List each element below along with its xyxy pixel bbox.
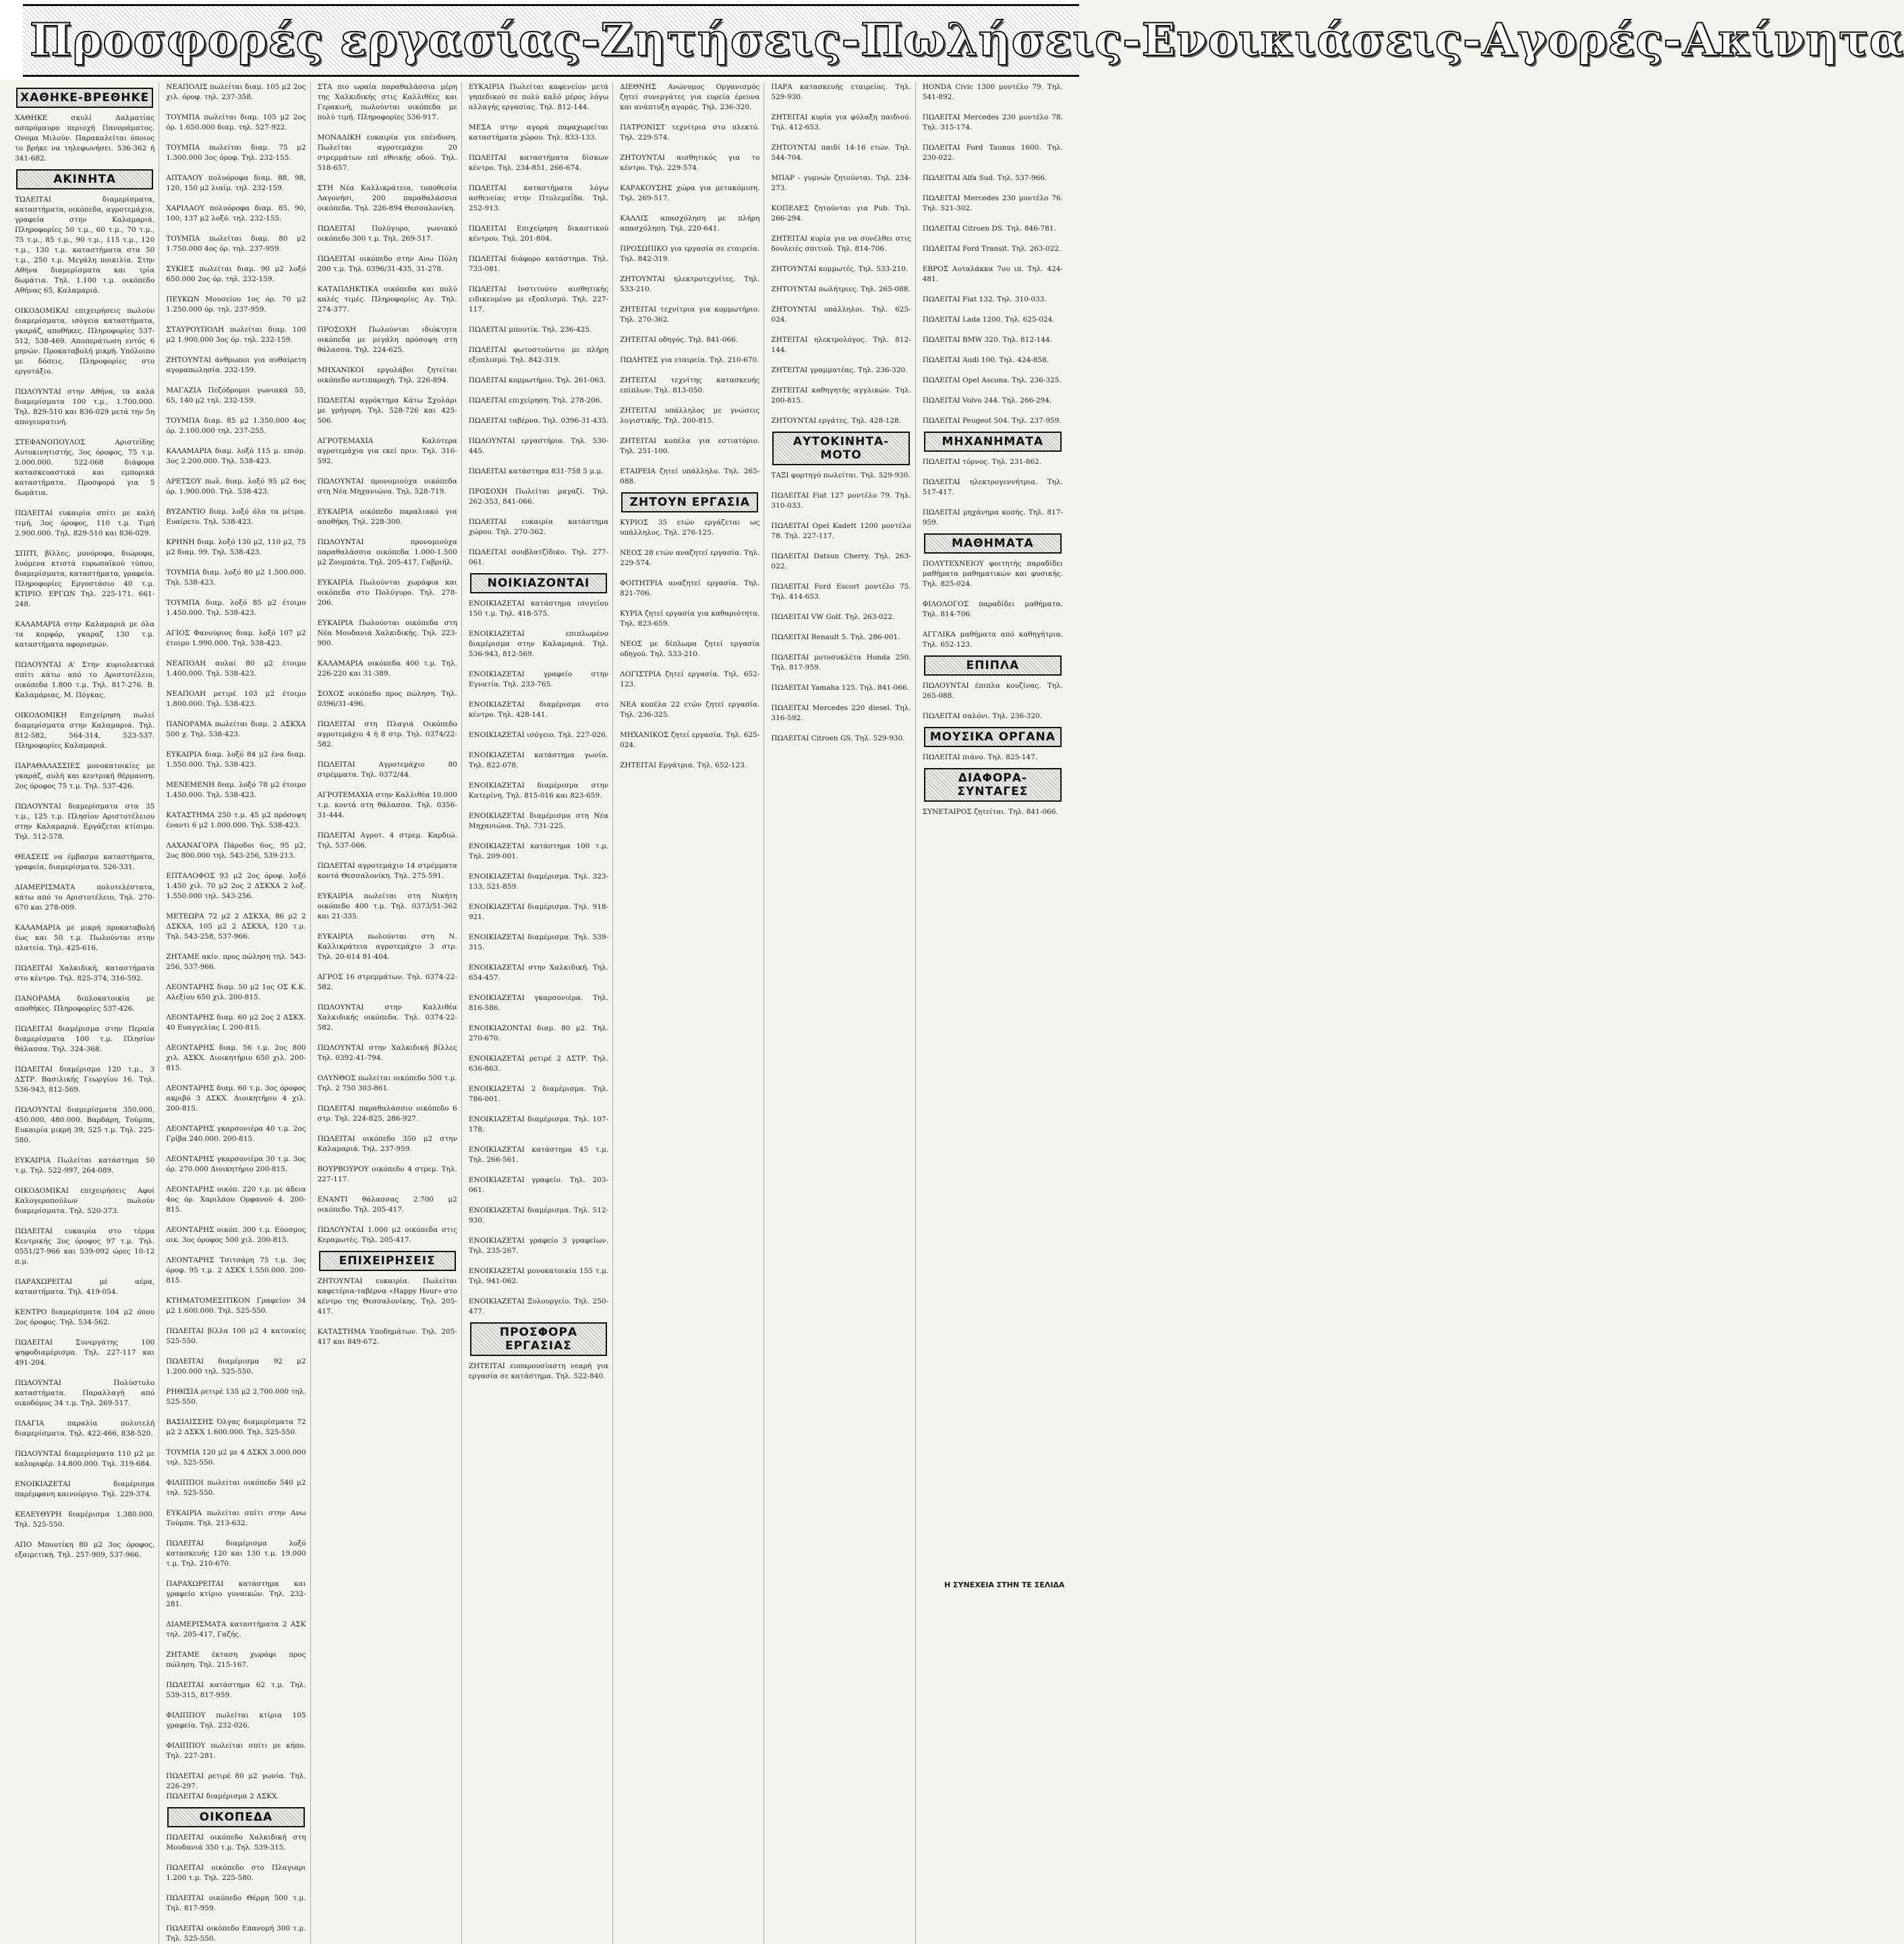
section-heading-real-estate: ΑΚΙΝΗΤΑ [16,169,153,189]
column-6 [771,82,915,1944]
ad-block: ΠΩΛΕΙΤΑΙ διαμέρισμα 2 ΔΣΚΧ. [166,1792,279,1800]
column-2 [166,82,310,1944]
ad-block: ΧΑΘΗΚΕ σκυλί Δαλματίας ασπρόμαυρο περιοχή Πανοράματος. Ονομα Μιλούν. Παρακαλείται όποιος το βρήκε να τηλεφωνήσει. 536-362 ή 341-682. [15,114,157,163]
section-heading-rentals: ΝΟΙΚΙΑΖΟΝΤΑΙ [470,573,607,593]
section-heading-cars-moto: ΑΥΤΟΚΙΝΗΤΑ-ΜΟΤΟ [772,432,909,465]
ad-block: ΕΝΟΙΚΙΑΖΕΤΑΙ κατάστημα ισογείου 150 τ.μ. Τηλ. 418-575. ΕΝΟΙΚΙΑΖΕΤΑΙ επιπλωμένο διαμέρισμα στην Καλαμαριά. Τηλ. 536-943, 812-569. ΕΝΟΙΚΙΑΖΕΤΑΙ γραφείο στην Εγνατία. Τηλ. 233-765. ΕΝΟΙΚΙΑΖΕΤΑΙ διαμέρισμα στο κέντρο. Τηλ. 428-141. ΕΝΟΙΚΙΑΖΕΤΑΙ ισόγειο. Τηλ. 227-026. ΕΝΟΙΚΙΑΖΕΤΑΙ κατάστημα γωνία. Τηλ. 822-078. ΕΝΟΙΚΙΑΖΕΤΑΙ διαμέρισμα στην Κατερίνη. Τηλ. 815-016 και 823-659. ΕΝΟΙΚΙΑΖΕΤΑΙ διαμέρισμα στη Νέα Μηχανιώνα. Τηλ. 731-225. ΕΝΟΙΚΙΑΖΕΤΑΙ κατάστημα 100 τ.μ. Τηλ. 209-001. ΕΝΟΙΚΙΑΖΕΤΑΙ διαμέρισμα. Τηλ. 323-133, 521-859. ΕΝΟΙΚΙΑΖΕΤΑΙ διαμέρισμα. Τηλ. 918-921. ΕΝΟΙΚΙΑΖΕΤΑΙ διαμέρισμα. Τηλ. 539-315. ΕΝΟΙΚΙΑΖΕΤΑΙ στην Χαλκιδική. Τηλ. 654-457. ΕΝΟΙΚΙΑΖΕΤΑΙ γκαρσονιέρα. Τηλ. 816-586. ΕΝΟΙΚΙΑΖΟΝΤΑΙ διαμ. 80 μ2. Τηλ. 270-670. ΕΝΟΙΚΙΑΖΕΤΑΙ ρετιρέ 2 ΔΣΤΡ. Τηλ. 636-863. ΕΝΟΙΚΙΑΖΕΤΑΙ 2 διαμέρισμα. Τηλ. 786-001. ΕΝΟΙΚΙΑΖΕΤΑΙ διαμέρισμα. Τηλ. 107-178. ΕΝΟΙΚΙΑΖΕΤΑΙ κατάστημα 45 τ.μ. Τηλ. 266-561. ΕΝΟΙΚΙΑΖΕΤΑΙ γραφείο. Τηλ. 203-061. ΕΝΟΙΚΙΑΖΕΤΑΙ διαμέρισμα. Τηλ. 512-930. ΕΝΟΙΚΙΑΖΕΤΑΙ γραφείο 3 γραφείων. Τηλ. 235-267. ΕΝΟΙΚΙΑΖΕΤΑΙ μονοκατοικία 155 τ.μ. Τηλ. 941-062. ΕΝΟΙΚΙΑΖΕΤΑΙ Ξυλουργείο. Τηλ. 250-477. [468,599,609,1316]
page-title: Προσφορές εργασίας-Ζητήσεις-Πωλήσεις-Ενοικιάσεις-Αγορές-Ακίνητα [23,4,1079,77]
section-heading-machinery: ΜΗΧΑΝΗΜΑΤΑ [924,432,1062,452]
ad-block: ΖΗΤΟΥΝΤΑΙ ευκαιρία. Πωλείται καφετέρια-ταβέρνα «Happy Hour» στο κέντρο της Θεσσαλονίκης. Τηλ. 205-417. ΚΑΤΑΣΤΗΜΑ Υποδημάτων. Τηλ. 205-417 και 849-672. [317,1277,457,1346]
ad-block: ΕΥΚΑΙΡΙΑ Πωλείται καφενείον μετά γηπεδικού σε πολύ καλό μέρος λόγω αλλαγής εργασίας. Τηλ. 812-144. ΜΕΣΑ στην αγορά παραχωρείται καταστήματα χώρου. Τηλ. 833-133. ΠΩΛΕΙΤΑΙ καταστήματα δίσκων κέντρο. Τηλ. 234-851, 266-674. ΠΩΛΕΙΤΑΙ καταστήματα λόγω ασθενείας στην Πτολεμαΐδα. Τηλ. 252-913. ΠΩΛΕΙΤΑΙ Επιχείρηση δικαστικού κέντρου. Τηλ. 201-804. ΠΩΛΕΙΤΑΙ διάφορο κατάστημα. Τηλ. 733-081. ΠΩΛΕΙΤΑΙ Ινστιτούτο αισθητικής ειδικευμένο με εξοπλισμό. Τηλ. 227-117. ΠΩΛΕΙΤΑΙ μπουτίκ. Τηλ. 236-425. ΠΩΛΕΙΤΑΙ φωτοστούντιο με πλήρη εξοπλισμό. Τηλ. 842-319. ΠΩΛΕΙΤΑΙ κομμωτήριο. Τηλ. 261-063. ΠΩΛΕΙΤΑΙ επιχείρηση. Τηλ. 278-206. ΠΩΛΕΙΤΑΙ ταβέρνα. Τηλ. 0396-31-435. ΠΩΛΟΥΝΤΑΙ εργαστήρια. Τηλ. 530-445. ΠΩΛΕΙΤΑΙ κατάστημα 831-758 5 μ.μ. ΠΡΟΣΟΧΗ Πωλείται μαγαζί. Τηλ. 262-353, 841-066. ΠΩΛΕΙΤΑΙ ευκαιρία κατάστημα χώρου. Τηλ. 270-362. ΠΩΛΕΙΤΑΙ σουβλατζίδικο. Τηλ. 277-061. [468,83,609,566]
ad-block: ΠΟΛΥΤΕΧΝΕΙΟΥ φοιτητής παραδίδει μαθήματα μαθηματικών και φυσικής. Τηλ. 825-024. ΦΙΛΟΛΟΓΟΣ παραδίδει μαθήματα. Τηλ. 814-706. ΑΓΓΛΙΚΑ μαθήματα από καθηγήτρια. Τηλ. 652-123. [922,560,1063,649]
section-heading-lessons: ΜΑΘΗΜΑΤΑ [924,533,1062,554]
column-5 [620,82,764,1944]
column-1 [15,82,159,1944]
section-heading-misc: ΔΙΑΦΟΡΑ-ΣΥΝΤΑΓΕΣ [924,768,1062,802]
section-heading-plots: ΟΙΚΟΠΕΔΑ [167,1807,304,1827]
ad-block: ΤΑΞΙ φορτηγό πωλείται. Τηλ. 529-930. ΠΩΛΕΙΤΑΙ Fiat 127 μοντέλο 79. Τηλ. 310-033. ΠΩΛΕΙΤΑΙ Opel Kadett 1200 μοντέλο 78. Τηλ. 227-117. ΠΩΛΕΙΤΑΙ Datsun Cherry. Τηλ. 263-022. ΠΩΛΕΙΤΑΙ Ford Escort μοντέλο 75. Τηλ. 414-653. ΠΩΛΕΙΤΑΙ VW Golf. Τηλ. 263-022. ΠΩΛΕΙΤΑΙ Renault 5. Τηλ. 286-001. ΠΩΛΕΙΤΑΙ μοτοσυκλέτα Honda 250. Τηλ. 817-959. ΠΩΛΕΙΤΑΙ Yamaha 125. Τηλ. 841-066. ΠΩΛΕΙΤΑΙ Mercedes 220 diesel. Τηλ. 316-592. ΠΩΛΕΙΤΑΙ Citroen GS. Τηλ. 529-930. [771,471,911,742]
section-heading-seeking-work: ΖΗΤΟΥΝ ΕΡΓΑΣΙΑ [621,492,758,512]
column-3 [318,82,462,1944]
column-4 [469,82,613,1944]
column-7 [923,82,1067,1944]
ad-block: ΚΥΡΙΟΣ 35 ετών εργάζεται ως υπάλληλος. Τηλ. 276-125. ΝΕΟΣ 28 ετών αναζητεί εργασία. Τηλ. 229-574. ΦΟΙΤΗΤΡΙΑ αναζητεί εργασία. Τηλ. 821-706. ΚΥΡΙΑ ζητεί εργασία για καθαριότητα. Τηλ. 823-659. ΝΕΟΣ με δίπλωμα ζητεί εργασία οδηγού. Τηλ. 533-210. ΛΟΓΙΣΤΡΙΑ ζητεί εργασία. Τηλ. 652-123. ΝΕΑ κοπέλα 22 ετών ζητεί εργασία. Τηλ. 236-325. ΜΗΧΑΝΙΚΟΣ ζητεί εργασία. Τηλ. 625-024. ΖΗΤΕΙΤΑΙ Εργάτρια. Τηλ. 652-123. [620,519,760,769]
ad-block: ΠΑΡΑ κατασκευής εταιρείας. Τηλ. 529-930. ΖΗΤΕΙΤΑΙ κυρία για φύλαξη παιδιού. Τηλ. 412-653. ΖΗΤΟΥΝΤΑΙ παιδί 14-16 ετών. Τηλ. 544-704. ΜΠΑΡ - γυμνών ζητούνται. Τηλ. 234-273. ΚΟΠΕΛΕΣ ζητούνται για Pub. Τηλ. 266-294. ΖΗΤΕΙΤΑΙ κυρία για να συνέλθει στις δουλειές σπιτιού. Τηλ. 814-706. ΖΗΤΟΥΝΤΑΙ κομμωτές. Τηλ. 533-210. ΖΗΤΟΥΝΤΑΙ πωλήτριες. Τηλ. 265-088. ΖΗΤΟΥΝΤΑΙ υπάλληλοι. Τηλ. 625-024. ΖΗΤΕΙΤΑΙ ηλεκτρολόγος. Τηλ. 812-144. ΖΗΤΕΙΤΑΙ γραμματέας. Τηλ. 236-320. ΖΗΤΕΙΤΑΙ καθηγητής αγγλικών. Τηλ. 200-815. ΖΗΤΟΥΝΤΑΙ εργάτες. Τηλ. 428-128. [771,83,911,425]
ad-block: ΠΩΛΕΙΤΑΙ τόρνος. Τηλ. 231-862. ΠΩΛΕΙΤΑΙ ηλεκτρογεννήτρια. Τηλ. 517-417. ΠΩΛΕΙΤΑΙ μηχάνημα κοπής. Τηλ. 817-959. [922,458,1063,527]
classifieds-page [15,82,1067,1943]
section-heading-lost-found: ΧΑΘΗΚΕ-ΒΡΕΘΗΚΕ [16,88,153,108]
section-heading-businesses: ΕΠΙΧΕΙΡΗΣΕΙΣ [319,1251,456,1271]
classifieds-banner [0,0,1904,80]
section-heading-furniture: ΕΠΙΠΛΑ [924,655,1062,676]
ad-block: ΤΩΛΕΙΤΑΙ διαμερίσματα, καταστήματα, οικόπεδα, αγροτεμάχια, γραφεία στην Καλαμαριά. Πληροφορίες 50 τ.μ., 60 τ.μ., 70 τ.μ., 75 τ.μ., 85 τ.μ., 90 τ.μ., 115 τ.μ., 120 τ.μ., 130 τ.μ. καταστήματα στα 50 τ.μ., 250 τ.μ. Μεγάλη ποικιλία. Στην Αθήνα διαμερίσματα και τρία δωμάτια. Τηλ. 1.100 τ.μ. οικόπεδο Αθήνας 65, Καλαμαριά. ΟΙΚΟΔΟΜΙΚΑΙ επιχειρήσεις πωλούν διαμερίσματα, ισόγεια καταστήματα, γκαράζ, αποθήκες. Πληροφορίες 537-512, 538-469. Αποπεράτωση εντός 6 μηνών. Προκαταβολή μικρή. Υπόλοιπο με δόσεις. Πληροφορίες στο εργοτάξιο. ΠΩΛΟΥΝΤΑΙ στην Αθήνα, τα καλά διαμερίσματα 100 τ.μ., 1.700.000. Τηλ. 829-510 και 836-029 μετά την 5η απογευματινή. ΣΤΕΦΑΝΟΠΟΥΛΟΣ Αριστείδης Αυτοκινητιστής, 3ος όροφος, 75 τ.μ. 2.000.000. 522-068 διάφορα κατασκευαστικά και εμπορικά καταστήματα. Προσφορά για 5 δωμάτια. ΠΩΛΕΙΤΑΙ ευκαιρία σπίτι με καλή τιμή, 3ος όροφος, 110 τ.μ. Τιμή 2.900.000. Τηλ. 829-510 και 836-029. ΣΠΙΤΙ, βίλλες, μονόροφα, διώροφα, λυόμενα κτιστά ευρωπαϊκού τύπου, διαμερίσματα, καταστήματα, γραφεία. Πληροφορίες Εργοστάσιο 40 τ.μ. ΚΤΙΡΙΟ. ΕΡΓΩΝ Τηλ. 225-171. 661-248. ΚΑΛΑΜΑΡΙΑ στην Καλαμαριά με όλα τα κομφόρ, γκαραζ 130 τ.μ. καταστήματα αφορισμών. ΠΩΛΟΥΝΤΑΙ Α' Στην κυριολεκτικά σπίτι κάτω από το Αριστοτέλειο, οικόπεδα 1.800 τ.μ. Τηλ. 817-276. Β. Καλαμάριας, Μ. Πόγκας. ΟΙΚΟΔΟΜΙΚΗ Επιχείρηση πωλεί διαμερίσματα στην Καλαμαριά. Τηλ. 812-582, 564-314, 523-537. Πληροφορίες Καλαμαριά. ΠΑΡΑΘΑΛΑΣΣΙΕΣ μονοκατοικίες με γκαράζ, αυλή και κεντρική θέρμανση. 2ος όροφος 75 τ.μ. Τηλ. 537-426. ΠΩΛΟΥΝΤΑΙ διαμερίσματα στα 35 τ.μ., 125 τ.μ. Πλησίον Αριστοτέλειου στην Καλαμαριά. Εργάζεται κτίσιμο. Τηλ. 512-578. ΘΕΑΣΕΙΣ να έμβασμα καταστήματα, γραφεία, διαμερίσματα. 526-331. ΔΙΑΜΕΡΙΣΜΑΤΑ πολυτελέστατα, κάτω από το Αριστοτέλειο, Τηλ. 270-670 και 278-009. ΚΑΛΑΜΑΡΙΑ με μικρή προκαταβολή έως και 50 τ.μ. Πωλούνται στην πλατεία. Τηλ. 425-616. ΠΩΛΕΙΤΑΙ Χαλκιδική, καταστήματα στο κέντρο. Τηλ. 825-374, 316-592. ΠΑΝΟΡΑΜΑ διπλοκατοικία με αποθήκες. Πληροφορίες 537-426. ΠΩΛΕΙΤΑΙ διαμέρισμα στην Περαία διαμερίσματα 100 τ.μ. Πλησίον θάλασσα. Τηλ. 324-368. ΠΩΛΕΙΤΑΙ διαμέρισμα 120 τ.μ., 3 ΔΣΤΡ. Βασιλικής Γεωργίου 16. Τηλ. 536-943, 812-569. ΠΩΛΟΥΝΤΑΙ διαμερίσματα 350.000, 450.000, 480.000. Βαρδάρη, Τούμπα, Ευκαιρία μικρή 39, 525 τ.μ. Τηλ. 225-580. ΕΥΚΑΙΡΙΑ Πωλείται κατάστημα 50 τ.μ. Τηλ. 522-997, 264-089. ΟΙΚΟΔΟΜΙΚΑΙ επιχειρήσεις Αφοί Καλογεροπούλων πωλούν διαμερίσματα. Τηλ. 520-373. ΠΩΛΕΙΤΑΙ ευκαιρία στο τέρμα Κεντρικής 2ος όροφος 97 τ.μ. Τηλ. 0551/27-966 και 539-092 ώρες 10-12 π.μ. ΠΑΡΑΧΩΡΕΙΤΑΙ μέ αέρα, καταστήματα. Τηλ. 419-054. ΚΕΝΤΡΟ διαμερίσματα 104 μ2 όπου 2ος όροφος. Τηλ. 534-562. ΠΩΛΕΙΤΑΙ Συνεργάτης 100 ψηφοδιαμέρισμα. Τηλ. 227-117 και 491-204. ΠΩΛΟΥΝΤΑΙ Πολύστυλο καταστήματα. Παραλλαγή από οικοδόμος 34 τ.μ. Τηλ. 269-517. ΠΛΑΓΙΑ παραλία πολυτελή διαμερίσματα. Τηλ. 422-466, 838-520. ΠΩΛΟΥΝΤΑΙ διαμερίσματα 110 μ2 με καλοριφέρ. 14.800.000. Τηλ. 319-684. ΕΝΟΙΚΙΑΖΕΤΑΙ διαμέρισμα παρέμφανη καινούργιο. Τηλ. 229-374. ΚΕΛΕΥΘΥΡΗ διαμέρισμα 1.380.000. Τηλ. 525-550. ΑΠΟ Μπουτίκη 80 μ2 3ος όροφος, εξαιρετική. Τηλ. 257-909, 537-966. [15,196,155,1559]
section-heading-musical-instruments: ΜΟΥΣΙΚΑ ΟΡΓΑΝΑ [924,727,1062,747]
ad-block: ΠΩΛΕΙΤΑΙ οικόπεδο Χαλκιδική στη Μουδανιά 350 τ.μ. Τηλ. 539-315. ΠΩΛΕΙΤΑΙ οικόπεδο στο Πλαγιαρι 1.200 τ.μ. Τηλ. 225-580. ΠΩΛΕΙΤΑΙ οικόπεδο Θέρμη 500 τ.μ. Τηλ. 817-959. ΠΩΛΕΙΤΑΙ οικόπεδο Επανομή 300 τ.μ. Τηλ. 525-550. [166,1833,306,1943]
continued-note: Η ΣΥΝΕΧΕΙΑ ΣΤΗΝ ΤΕ ΣΕΛΙΔΑ [944,1581,1065,1589]
ad-block: ΣΤΑ πιο ωραία παραθαλάσσια μέρη της Χαλκιδικής στις Καλλιθέες και Γερακινή, πωλούνται οικόπεδα με πολύ τιμή. Πληροφορίες 536-917. ΜΟΝΑΔΙΚΗ ευκαιρία για επένδυση. Πωλείται αγροτεμάχιο 20 στρεμμάτων επί εθνικής οδού. Τηλ. 518-657. ΣΤΗ Νέα Καλλικράτεια, τοποθεσία Λαγονήσι, 200 παραθαλάσσια οικόπεδα. Τηλ. 226-894 Θεσσαλονίκη. ΠΩΛΕΙΤΑΙ Πολύγυρο, γωνιακό οικόπεδο 300 τ.μ. Τηλ. 269-517. ΠΩΛΕΙΤΑΙ οικόπεδο στην Ανω Πόλη 200 τ.μ. Τηλ. 0396/31-435, 31-278. ΚΑΤΑΠΛΗΚΤΙΚΑ οικόπεδα και πολύ καλές τιμές. Πληροφορίες Αγ. Τηλ. 274-377. ΠΡΟΣΟΧΗ Πωλούνται ιδιόκτητα οικόπεδα με μεγάλη πρόσοψη στη θάλασσα. Τηλ. 224-625. ΜΗΧΑΝΙΚΟΙ εργολάβοι ζητείται οικόπεδο αντιπαροχή. Τηλ. 226-894. ΠΩΛΕΙΤΑΙ αγρόκτημα Κάτω Σχολάρι με γρήγορη. Τηλ. 528-726 και 425-506. ΑΓΡΟΤΕΜΑΧΙΑ Καλύτερα αγροτεμάχια για εκεί πριν. Τηλ. 316-592. ΠΩΛΟΥΝΤΑΙ προνομιούχα οικόπεδα στη Νέα Μηχανιώνα. Τηλ. 528-719. ΕΥΚΑΙΡΙΑ οικόπεδο παραλιακό για αποθήκη. Τηλ. 228-300. ΠΩΛΟΥΝΤΑΙ προνομιούχα παραθαλάσσια οικόπεδα 1.000-1.500 μ2 Ζουμπάτα. Τηλ. 205-417, Γαβριήλ. ΕΥΚΑΙΡΙΑ Πωλούνται χωράφια και οικόπεδα στο Πολύγυρο. Τηλ. 278-206. ΕΥΚΑΙΡΙΑ Πωλούνται οικόπεδα στη Νέα Μουδανιά Χαλκιδικής. Τηλ. 223-900. ΚΑΛΑΜΑΡΙΑ οικόπεδα 400 τ.μ. Τηλ. 226-220 και 31-389. ΣΟΧΟΣ οικόπεδο προς πώληση. Τηλ. 0396/31-496. ΠΩΛΕΙΤΑΙ στη Πλαγιά Οικόπεδο αγροτεμάχιο 4 ή 8 στρ. Τηλ. 0374/22-582. ΠΩΛΕΙΤΑΙ Αγροτεμάχιο 80 στρέμματα. Τηλ. 0372/44. ΑΓΡΟΤΕΜΑΧΙΑ στην Καλλιθέα 10.000 τ.μ. κοντά στη θάλασσα. Τηλ. 0356-31-444. ΠΩΛΕΙΤΑΙ Αγροτ. 4 στρεμ. Καρδιώ. Τηλ. 537-066. ΠΩΛΕΙΤΑΙ αγροτεμάχιο 14 στρέμματα κοντά Θεσσαλονίκη. Τηλ. 275-591. ΕΥΚΑΙΡΙΑ πωλείται στη Νικήτη οικόπεδο 400 τ.μ. Τηλ. 0373/51-362 και 21-335. ΕΥΚΑΙΡΙΑ πωλούνται στη Ν. Καλλικράτεια αγροτεμάχιο 3 στρ. Τηλ. 20-614 81-404. ΑΓΡΟΣ 16 στρεμμάτων. Τηλ. 0374-22-582. ΠΩΛΟΥΝΤΑΙ στην Καλλιθέα Χαλκιδικής οικόπεδα. Τηλ. 0374-22-582. ΠΩΛΟΥΝΤΑΙ στην Χαλκιδική βίλλες Τηλ. 0392-41-794. ΟΛΥΝΘΟΣ πωλείται οικόπεδο 500 τ.μ. Τηλ. 2 750 303-861. ΠΩΛΕΙΤΑΙ παραθαλάσσιο οικόπεδο 6 στρ. Τηλ. 224-825, 286-927. ΠΩΛΕΙΤΑΙ οικόπεδο 350 μ2 στην Καλαμαριά. Τηλ. 237-959. ΒΟΥΡΒΟΥΡΟΥ οικόπεδο 4 στρεμ. Τηλ. 227-117. ΕΝΑΝΤΙ θάλασσας 2.700 μ2 οικόπεδο. Τηλ. 205-417. ΠΩΛΟΥΝΤΑΙ 1.000 μ2 οικόπεδα στις Κεραμωτές. Τηλ. 205-417. [317,83,457,1244]
ad-block: ΖΗΤΕΙΤΑΙ ευπαρουσίαστη νεαρή για εργασία σε κατάστημα. Τηλ. 522-840. [468,1362,611,1380]
ad-block: HONDA Civic 1300 μοντέλο 79. Τηλ. 541-892. ΠΩΛΕΙΤΑΙ Mercedes 230 μοντέλο 78. Τηλ. 315-174. ΠΩΛΕΙΤΑΙ Ford Taunus 1600. Τηλ. 230-022. ΠΩΛΕΙΤΑΙ Alfa Sud. Τηλ. 537-966. ΠΩΛΕΙΤΑΙ Mercedes 230 μοντέλο 76. Τηλ. 521-302. ΠΩΛΕΙΤΑΙ Citroen DS. Τηλ. 846-781. ΠΩΛΕΙΤΑΙ Ford Transit. Τηλ. 263-022. ΕΒΡΟΣ Αυταλάκκα 7ου ιπ. Τηλ. 424-481. ΠΩΛΕΙΤΑΙ Fiat 132. Τηλ. 310-033. ΠΩΛΕΙΤΑΙ Lada 1200. Τηλ. 625-024. ΠΩΛΕΙΤΑΙ BMW 320. Τηλ. 812-144. ΠΩΛΕΙΤΑΙ Audi 100. Τηλ. 424-858. ΠΩΛΕΙΤΑΙ Opel Ascona. Τηλ. 236-325. ΠΩΛΕΙΤΑΙ Volvo 244. Τηλ. 266-294. ΠΩΛΕΙΤΑΙ Peugeot 504. Τηλ. 237-959. [922,83,1063,425]
ad-block: ΠΩΛΕΙΤΑΙ πιάνο. Τηλ. 825-147. [922,753,1038,761]
section-heading-job-offers: ΠΡΟΣΦΟΡΑ ΕΡΓΑΣΙΑΣ [470,1322,607,1356]
ad-block: ΝΕΑΠΟΛΙΣ πωλείται διαμ. 105 μ2 2ος χιλ. όροφ. τηλ. 237-358. ΤΟΥΜΠΑ πωλείται διαμ. 105 μ2 2ος όρ. 1.650.000 διαμ. τηλ. 527-922. ΤΟΥΜΠΑ πωλείται διαμ. 75 μ2 1.300.000 3ος όροφ. Τηλ. 232-155. ΑΠΤΑΛΟΥ πολυόροφα διαμ. 88, 98, 120, 150 μ2 λιαίμ. τηλ. 232-159. ΧΑΡΙΛΑΟΥ πολυόροφα διαμ. 85, 90, 100, 137 μ2 λοξό. τηλ. 232-155. ΤΟΥΜΠΑ πωλείται διαμ. 80 μ2 1.750.000 4ος όρ. τηλ. 237-959. ΣΥΚΙΕΣ πωλείται διαμ. 90 μ2 λοξό 650.000 2ος όρ. τηλ. 232-159. ΠΕΥΚΩΝ Μουσείου 1ος όρ. 70 μ2 1.250.000 όρ. τηλ. 237-959. ΣΤΑΥΡΟΥΠΟΛΗ πωλείται διαμ. 100 μ2 1.900.000 3ος όρ. τηλ. 232-159. ΖΗΤΟΥΝΤΑΙ άνθρωποι για αυθαίρετη αγοραπωλησία. 232-159. ΜΑΓΑΖΙΑ Πεζόδρομοι γωνιακά 55, 65, 140 μ2 τηλ. 232-159. ΤΟΥΜΠΑ διαμ. 85 μ2 1.350.000 4ος όρ. 2.100.000 τηλ. 237-255. ΚΑΛΑΜΑΡΙΑ διαμ. λοξό 115 μ. επιόμ. 3ος 2.200.000. Τηλ. 538-423. ΑΡΕΤΣΟΥ πωλ. διαμ. λοξό 95 μ2 6ος όρ. 1.900.000. Τηλ. 538-423. ΒΥΖΑΝΤΙΟ διαμ. λοξό όλα τα μέτρα. Ευαίρετο. Τηλ. 538-423. ΚΡΗΝΗ διαμ. λοξό 130 μ2, 110 μ2, 75 μ2 διαμ. 99. Τηλ. 538-423. ΤΟΥΜΠΑ διαμ. λοξό 80 μ2 1.500.000. Τηλ. 538-423. ΤΟΥΜΠΑ διαμ. λοξό 85 μ2 έτοιμο 1.450.000. Τηλ. 538-423. ΑΓΙΟΣ Φανούριος διαμ. λοξό 107 μ2 έτοιμο 1.990.000. Τηλ. 538-423. ΝΕΑΠΟΛΗ αυλαί 80 μ2 έτοιμο 1.400.000. Τηλ. 538-423. ΝΕΑΠΟΛΗ ρετιρέ 103 μ2 έτοιμο 1.800.000. Τηλ. 538-423. ΠΑΝΟΡΑΜΑ πωλείται διαμ. 2 ΔΣΚΧΑ 500 χ. Τηλ. 538-423. ΕΥΚΑΙΡΙΑ διαμ. λοξό 84 μ2 ένα διαμ. 1.550.000. Τηλ. 538-423. ΜΕΝΕΜΕΝΗ διαμ. λοξό 78 μ2 έτοιμο 1.450.000. Τηλ. 538-423. ΚΑΤΑΣΤΗΜΑ 250 τ.μ. 45 μ2 πρόσοψη έναντι 6 μ2 1.000.000. Τηλ. 538-423. ΛΑΧΑΝΑΓΟΡΑ Πάροδοι 6ος, 95 μ2, 2ος 800.000 τηλ. 543-256, 539-213. ΕΠΤΑΛΟΦΟΣ 93 μ2 2ος όροφ. λοξό 1.450 χιλ. 70 μ2 2ος 2 ΔΣΚΧΑ 2 λοξ. 1.550.000 τηλ. 543-256. ΜΕΤΕΩΡΑ 72 μ2 2 ΔΣΚΧΑ, 86 μ2 2 ΔΣΚΧΑ, 105 μ2 2 ΔΣΚΧΑ, 120 τ.μ. Τηλ. 543-258, 537-966. ΖΗΤΑΜΕ ακίν. προς πώληση τηλ. 543-256, 537-966. ΛΕΟΝΤΑΡΗΣ διαμ. 50 μ2 1ος ΟΣ Κ.Κ. Αλεξίου 650 χιλ. 200-815. ΛΕΟΝΤΑΡΗΣ διαμ. 60 μ2 2ος 2 ΔΣΚΧ. 40 Ευαγγελίας Ι. 200-815. ΛΕΟΝΤΑΡΗΣ διαμ. 56 τ.μ. 2ος 800 χιλ. ΑΣΚΧ. Διοικητήριο 650 χιλ. 200-815. ΛΕΟΝΤΑΡΗΣ διαμ. 60 τ.μ. 3ος όροφος ακριβό 3 ΔΣΚΧ. Διοικητήριο 4 χιλ. 200-815. ΛΕΟΝΤΑΡΗΣ γκαρσονιέρα 40 τ.μ. 2ος Γρίβα 240.000. 200-815. ΛΕΟΝΤΑΡΗΣ γκαρσονιέρα 30 τ.μ. 3ος όρ. 270.000 Διοικητήριο 200-815. ΛΕΟΝΤΑΡΗΣ οικόπ. 220 τ.μ. με άδεια 4ος όρ. Χαριλάου Ορφανού 4. 200-815. ΛΕΟΝΤΑΡΗΣ οικόπ. 300 τ.μ. Εύοσμος οικ. 3ος όροφος 500 χιλ. 200-815. ΛΕΟΝΤΑΡΗΣ Τσιτσάρη 75 τ.μ. 3ος όροφ. 95 τ.μ. 2 ΔΣΚΧ 1.550.000. 200-815. ΚΤΗΜΑΤΟΜΕΣΙΤΙΚΟΝ Γραφείον 34 μ2 1.600.000. Τηλ. 525-550. ΠΩΛΕΙΤΑΙ βίλλα 100 μ2 4 κατοικίες 525-550. ΠΩΛΕΙΤΑΙ διαμέρισμα 92 μ2 1.200.000 τηλ. 525-550. ΡΗΘΙΣΙΑ ρετιρέ 135 μ2 2.700.000 τηλ. 525-550. ΒΑΣΙΛΙΣΣΗΣ Όλγας διαμερίσματα 72 μ2 2 ΔΣΚΧ 1.600.000. Τηλ. 525-550. ΤΟΥΜΠΑ 120 μ2 με 4 ΔΣΚΧ 3.000.000 τηλ. 525-550. ΦΙΛΙΠΠΟΙ πωλείται οικόπεδο 540 μ2 τηλ. 525-550. ΕΥΚΑΙΡΙΑ πωλείται σπίτι στην Ανω Τούμπα. Τηλ. 213-632. ΠΩΛΕΙΤΑΙ διαμέρισμα λοξό κατασκευής 120 και 130 τ.μ. 19.000 τ.μ. Τηλ. 210-670. ΠΑΡΑΧΩΡΕΙΤΑΙ κατάστημα και γραφείο κτίριο γυναικών. Τηλ. 232-281. ΔΙΑΜΕΡΙΣΜΑΤΑ καταστήματα 2 ΑΣΚ τηλ. 205-417, Γαζής. ΖΗΤΑΜΕ έκταση χωράφι προς πώληση. Τηλ. 215-167. ΠΩΛΕΙΤΑΙ κατάστημα 62 τ.μ. Τηλ. 539-315, 817-959. ΦΙΛΙΠΠΟΥ πωλείται κτίρια 105 γραφεία. Τηλ. 232-026. ΦΙΛΙΠΠΟΥ πωλείται σπίτι με κήπο. Τηλ. 227-281. ΠΩΛΕΙΤΑΙ ρετιρέ 80 μ2 γωνία. Τηλ. 226-297. [166,83,306,1790]
ad-block: ΠΩΛΟΥΝΤΑΙ έπιπλα κουζίνας. Τηλ. 265-088. ΠΩΛΕΙΤΑΙ σαλόνι. Τηλ. 236-320. [922,682,1063,720]
ad-block: ΔΙΕΘΝΗΣ Ανώνυμος Οργανισμός ζητεί συνεργάτες για ευρεία έρευνα και ανάπτυξη αγοράς. Τηλ. 236-320. ΠΑΤΡΟΝΙΣΤ τεχνίτρια στο πλεκτό. Τηλ. 229-574. ΖΗΤΟΥΝΤΑΙ αισθητικός για το κέντρο. Τηλ. 229-574. ΚΑΡΑΚΟΥΣΗΣ χώρα για μετακόμιση. Τηλ. 269-517. ΚΑΛΛΙΣ απασχόληση με πλήρη απασχόληση. Τηλ. 220-641. ΠΡΟΣΩΠΙΚΟ για εργασία σε εταιρεία. Τηλ. 842-319. ΖΗΤΟΥΝΤΑΙ ηλεκτροτεχνίτες. Τηλ. 533-210. ΖΗΤΕΙΤΑΙ τεχνίτρια για κομμωτήριο. Τηλ. 270-362. ΖΗΤΕΙΤΑΙ οδηγός. Τηλ. 841-066. ΠΩΛΗΤΕΣ για εταιρεία. Τηλ. 210-670. ΖΗΤΕΙΤΑΙ τεχνίτης κατασκευής επίπλων. Τηλ. 813-050. ΖΗΤΕΙΤΑΙ υπάλληλος με γνώσεις λογιστικής. Τηλ. 200-815. ΖΗΤΕΙΤΑΙ κοπέλα για εστιατόριο. Τηλ. 251-100. ΕΤΑΙΡΕΙΑ ζητεί υπάλληλο. Τηλ. 265-088. [620,83,760,485]
ad-block: ΣΥΝΕΤΑΙΡΟΣ ζητείται. Τηλ. 841-066. [922,808,1058,816]
